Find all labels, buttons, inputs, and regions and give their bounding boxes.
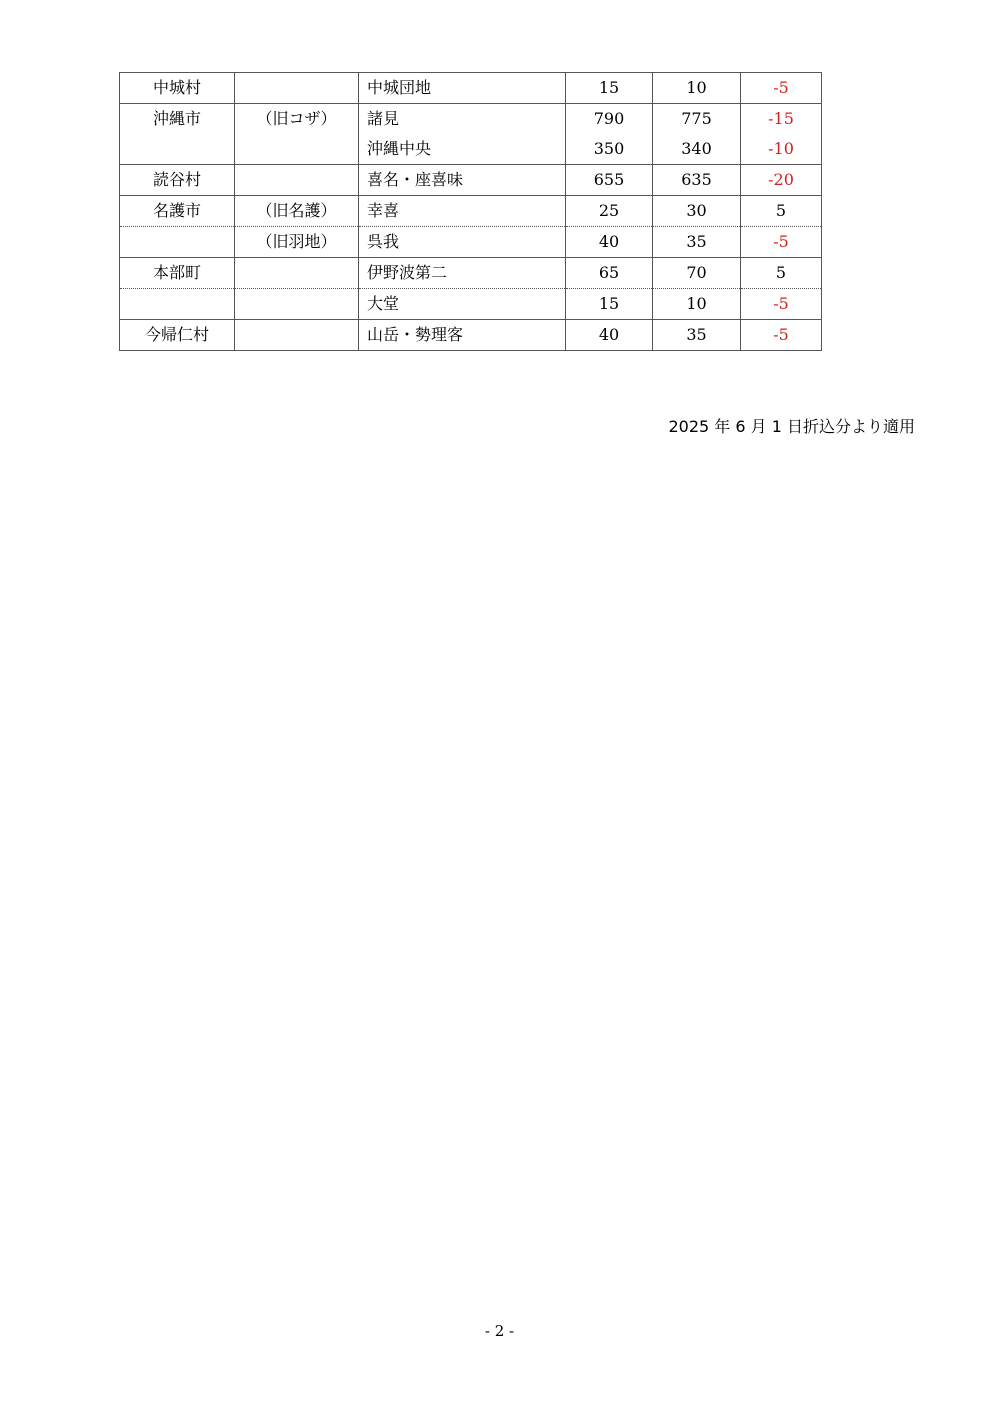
area-cell: 中城団地 (359, 73, 566, 104)
area-cell: 喜名・座喜味 (359, 165, 566, 196)
difference-cell: 5 (741, 196, 822, 227)
previous-count-cell: 40 (566, 227, 653, 258)
difference-cell: -20 (741, 165, 822, 196)
municipality-cell (120, 227, 235, 258)
old-name-cell: （旧羽地） (235, 227, 359, 258)
area-cell: 幸喜 (359, 196, 566, 227)
municipality-cell: 中城村 (120, 73, 235, 104)
municipality-cell: 名護市 (120, 196, 235, 227)
difference-cell: -5 (741, 320, 822, 351)
table-row (120, 196, 822, 227)
municipality-cell: 読谷村 (120, 165, 235, 196)
municipality-cell: 本部町 (120, 258, 235, 289)
old-name-cell (235, 258, 359, 289)
table-row (120, 165, 822, 196)
new-count-cell: 30 (653, 196, 741, 227)
previous-count-cell: 790 (566, 104, 653, 135)
previous-count-cell: 15 (566, 73, 653, 104)
difference-cell: -5 (741, 227, 822, 258)
new-count-cell: 10 (653, 289, 741, 320)
area-cell: 山岳・勢理客 (359, 320, 566, 351)
previous-count-cell: 350 (566, 134, 653, 165)
difference-cell: -5 (741, 289, 822, 320)
old-name-cell: （旧コザ） (235, 104, 359, 135)
old-name-cell (235, 134, 359, 165)
new-count-cell: 70 (653, 258, 741, 289)
table-row (120, 227, 822, 258)
previous-count-cell: 15 (566, 289, 653, 320)
distribution-table (119, 72, 822, 351)
municipality-cell: 今帰仁村 (120, 320, 235, 351)
new-count-cell: 340 (653, 134, 741, 165)
difference-cell: 5 (741, 258, 822, 289)
table-row (120, 73, 822, 104)
area-cell: 沖縄中央 (359, 134, 566, 165)
table-row (120, 320, 822, 351)
page-number: - 2 - (484, 1322, 515, 1340)
municipality-cell (120, 289, 235, 320)
area-cell: 呉我 (359, 227, 566, 258)
difference-cell: -5 (741, 73, 822, 104)
new-count-cell: 775 (653, 104, 741, 135)
table-row (120, 134, 822, 165)
difference-cell: -10 (741, 134, 822, 165)
new-count-cell: 635 (653, 165, 741, 196)
area-cell: 伊野波第二 (359, 258, 566, 289)
municipality-cell: 沖縄市 (120, 104, 235, 135)
new-count-cell: 35 (653, 320, 741, 351)
difference-cell: -15 (741, 104, 822, 135)
effective-date-note: 2025 年 6 月 1 日折込分より適用 (668, 417, 915, 436)
previous-count-cell: 40 (566, 320, 653, 351)
previous-count-cell: 65 (566, 258, 653, 289)
old-name-cell (235, 320, 359, 351)
previous-count-cell: 655 (566, 165, 653, 196)
old-name-cell (235, 165, 359, 196)
previous-count-cell: 25 (566, 196, 653, 227)
area-cell: 大堂 (359, 289, 566, 320)
old-name-cell (235, 289, 359, 320)
new-count-cell: 35 (653, 227, 741, 258)
old-name-cell (235, 73, 359, 104)
municipality-cell (120, 134, 235, 165)
new-count-cell: 10 (653, 73, 741, 104)
old-name-cell: （旧名護） (235, 196, 359, 227)
table-row (120, 104, 822, 135)
table-row (120, 289, 822, 320)
table-row (120, 258, 822, 289)
area-cell: 諸見 (359, 104, 566, 135)
